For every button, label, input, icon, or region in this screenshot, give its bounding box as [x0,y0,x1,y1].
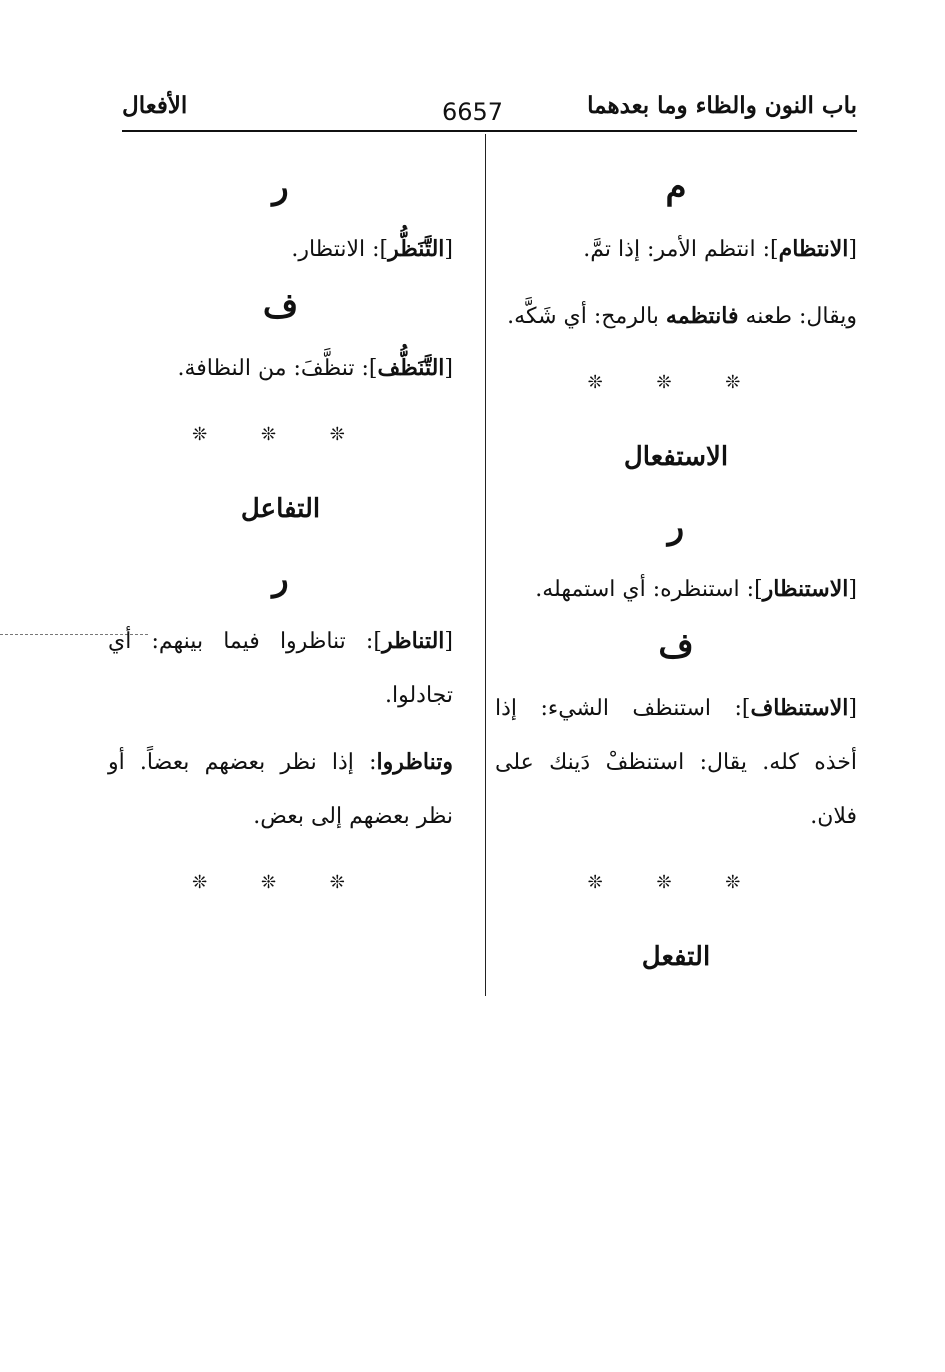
dictionary-entry [495,289,857,344]
page-number: 6657 [441,98,504,126]
left-column [108,160,453,940]
dictionary-entry: [الانتظام]: انتظم الأمر: إذا تمَّ. [583,236,857,262]
letter-heading: ر [667,507,685,547]
header-rule [122,130,857,132]
entry-term: الانتظام [778,236,849,262]
entry-definition: : الانتظار. [291,237,380,262]
entry-definition: ويقال: طعنه [738,304,857,329]
section-separator: ❊ ❊ ❊ [192,872,369,893]
dictionary-entry: [التَّنَظُّف]: تنظَّفَ: من النظافة. [177,355,453,381]
entry-definition: : استنظره: أي استمهله. [535,577,755,602]
entry-term: الاستنظاف [750,695,849,721]
entry-term: وتناظروا [376,749,453,775]
dictionary-entry: [التَّنَظُّر]: الانتظار. [291,236,453,262]
letter-heading: م [665,167,687,207]
entry-term: التَّنَظُّف [377,355,445,381]
entry-definition: : تنظَّفَ: من النظافة. [177,356,369,381]
dictionary-entry: [الاستنظاف]: استنظف الشيء: إذا أخذه كله. يقال: استنظفْ دَينك على فلان. [495,695,857,829]
letter-heading: ف [262,286,299,326]
entry-definition: : إذا نظر بعضهم بعضاً. أو نظر بعضهم إلى بعض. [108,750,453,829]
column-divider [485,134,486,996]
letter-heading: ر [272,559,289,599]
section-title: التفاعل [240,494,321,524]
dictionary-entry [108,735,453,844]
entry-definition: : استنظف الشيء: إذا أخذه كله. يقال: استنظفْ دَينك على فلان. [495,696,857,829]
right-column [495,160,857,1010]
entry-definition: : انتظم الأمر: إذا تمَّ. [583,237,771,262]
section-separator: ❊ ❊ ❊ [587,872,765,893]
dictionary-entry: [الاستنظار]: استنظره: أي استمهله. [535,576,857,602]
letter-heading: ر [272,167,289,207]
section-separator: ❊ ❊ ❊ [192,424,369,445]
entry-term: فانتظمه [665,303,739,329]
section-title: الاستفعال [623,442,729,472]
running-header-chapter: باب النون والظاء وما بعدهما [587,92,857,119]
entry-term: الاستنظار [762,576,849,602]
letter-heading: ف [658,626,694,666]
dictionary-entry: [التناظر]: تناظروا فيما بينهم: أي تجادلوا. [108,628,453,708]
section-title: التفعل [641,942,711,972]
entry-definition: : تناظروا فيما بينهم: أي تجادلوا. [108,629,453,708]
section-separator: ❊ ❊ ❊ [587,372,765,393]
entry-term: التناظر [381,628,445,654]
entry-definition: بالرمح: أي شَكَّه. [507,304,666,329]
entry-term: التَّنَظُّر [388,236,445,262]
running-header-section: الأفعال [122,92,188,119]
